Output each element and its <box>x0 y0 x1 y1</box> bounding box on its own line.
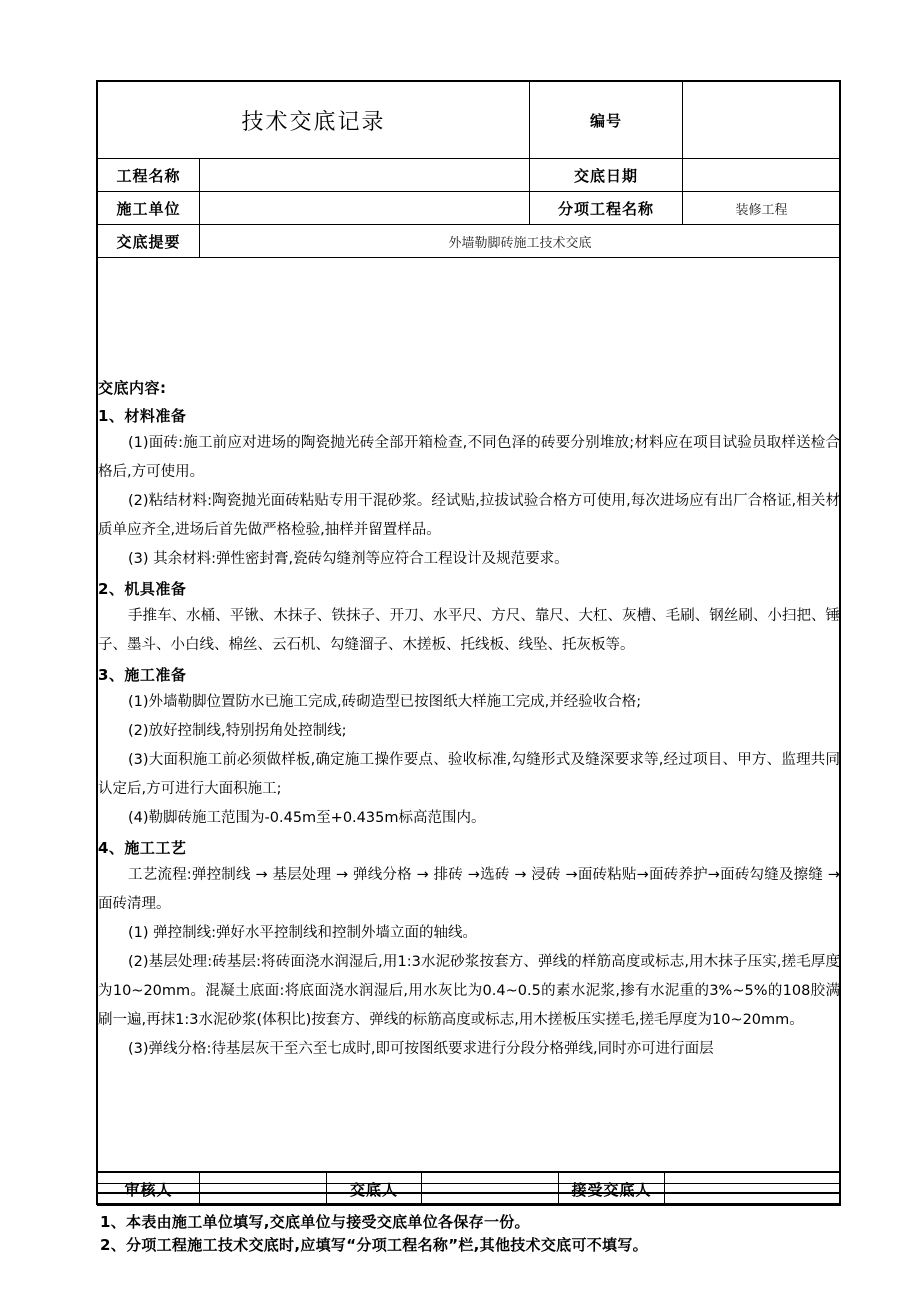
project-name-label: 工程名称 <box>98 159 200 192</box>
title-row <box>98 82 841 159</box>
signature-row <box>97 1172 841 1206</box>
section-paragraph: (3) 其余材料:弹性密封膏,瓷砖勾缝剂等应符合工程设计及规范要求。 <box>128 550 569 567</box>
summary-value[interactable]: 外墙勒脚砖施工技术交底 <box>200 225 841 258</box>
construction-unit-value[interactable] <box>200 192 530 225</box>
footer-note-2: 2、分项工程施工技术交底时,应填写“分项工程名称”栏,其他技术交底可不填写。 <box>100 1236 648 1255</box>
construction-unit-label: 施工单位 <box>98 192 200 225</box>
project-name-row <box>98 159 841 192</box>
technical-briefing-table <box>97 81 841 1184</box>
reviewer-label: 审核人 <box>98 1173 200 1206</box>
receiver-label: 接受交底人 <box>559 1173 665 1206</box>
section-paragraph: (1)外墙勒脚位置防水已施工完成,砖砌造型已按图纸大样施工完成,并经验收合格; <box>128 693 642 710</box>
project-name-value[interactable] <box>200 159 530 192</box>
section-title-3: 3、施工准备 <box>98 665 187 684</box>
construction-unit-row <box>98 192 841 225</box>
subitem-project-label: 分项工程名称 <box>530 192 683 225</box>
section-paragraph: 手推车、水桶、平锹、木抹子、铁抹子、开刀、水平尺、方尺、靠尺、大杠、灰槽、毛刷、钢丝刷、小扫把、锤子、墨斗、小白线、棉丝、云石机、勾缝溜子、木搓板、托线板、线坠、托灰板等。 <box>98 607 841 653</box>
receiver-value[interactable] <box>665 1173 841 1206</box>
briefing-date-label: 交底日期 <box>530 159 683 192</box>
subitem-project-value[interactable]: 装修工程 <box>683 192 841 225</box>
content-heading: 交底内容: <box>98 379 167 398</box>
process-flow-paragraph: 工艺流程:弹控制线 → 基层处理 → 弹线分格 → 排砖 →选砖 → 浸砖 →面砖粘贴→面砖养护→面砖勾缝及擦缝 →面砖清理。 <box>98 866 841 912</box>
section-paragraph: (2)粘结材料:陶瓷抛光面砖粘贴专用干混砂浆。经试贴,拉拔试验合格方可使用,每次进场应有出厂合格证,相关材质单应齐全,进场后首先做严格检验,抽样并留置样品。 <box>98 492 841 538</box>
number-value[interactable] <box>683 82 841 159</box>
summary-label: 交底提要 <box>98 225 200 258</box>
section-title-1: 1、材料准备 <box>98 406 187 425</box>
content-body <box>98 258 841 1184</box>
briefing-date-value[interactable] <box>683 159 841 192</box>
number-label: 编号 <box>530 82 683 159</box>
content-row <box>98 258 841 1184</box>
section-paragraph: (4)勒脚砖施工范围为-0.45m至+0.435m标高范围内。 <box>128 809 486 826</box>
briefer-value[interactable] <box>422 1173 559 1206</box>
section-paragraph: (1)面砖:施工前应对进场的陶瓷抛光砖全部开箱检查,不同色泽的砖要分别堆放;材料应在项目试验员取样送检合格后,方可使用。 <box>98 434 841 480</box>
section-title-2: 2、机具准备 <box>98 579 187 598</box>
document-title: 技术交底记录 <box>98 82 530 159</box>
footer-notes <box>100 1211 860 1258</box>
footer-note-1: 1、本表由施工单位填写,交底单位与接受交底单位各保存一份。 <box>100 1213 530 1231</box>
briefer-label: 交底人 <box>327 1173 422 1206</box>
section-paragraph: (2)放好控制线,特别拐角处控制线; <box>128 722 347 739</box>
section-paragraph: (1) 弹控制线:弹好水平控制线和控制外墙立面的轴线。 <box>128 924 478 941</box>
summary-row <box>98 225 841 258</box>
section-title-4: 4、施工工艺 <box>98 838 187 857</box>
section-paragraph: (2)基层处理:砖基层:将砖面浇水润湿后,用1:3水泥砂浆按套方、弹线的样筋高度或标志,用木抹子压实,搓毛厚度为10~20mm。混凝土底面:将底面浇水润湿后,用水灰比为0.4~0.5的素水泥浆,掺有水泥重的3%~5%的108胶满刷一遍,再抹1:3水泥砂浆(体积比)按套方、弹线的标筋高度或标志,用木搓板压实搓毛,搓毛厚度为10~20mm。 <box>98 953 841 1028</box>
section-paragraph: (3)大面积施工前必须做样板,确定施工操作要点、验收标准,勾缝形式及缝深要求等,经过项目、甲方、监理共同认定后,方可进行大面积施工; <box>98 751 841 797</box>
reviewer-value[interactable] <box>200 1173 327 1206</box>
section-paragraph: (3)弹线分格:待基层灰干至六至七成时,即可按图纸要求进行分段分格弹线,同时亦可进行面层 <box>128 1040 714 1057</box>
